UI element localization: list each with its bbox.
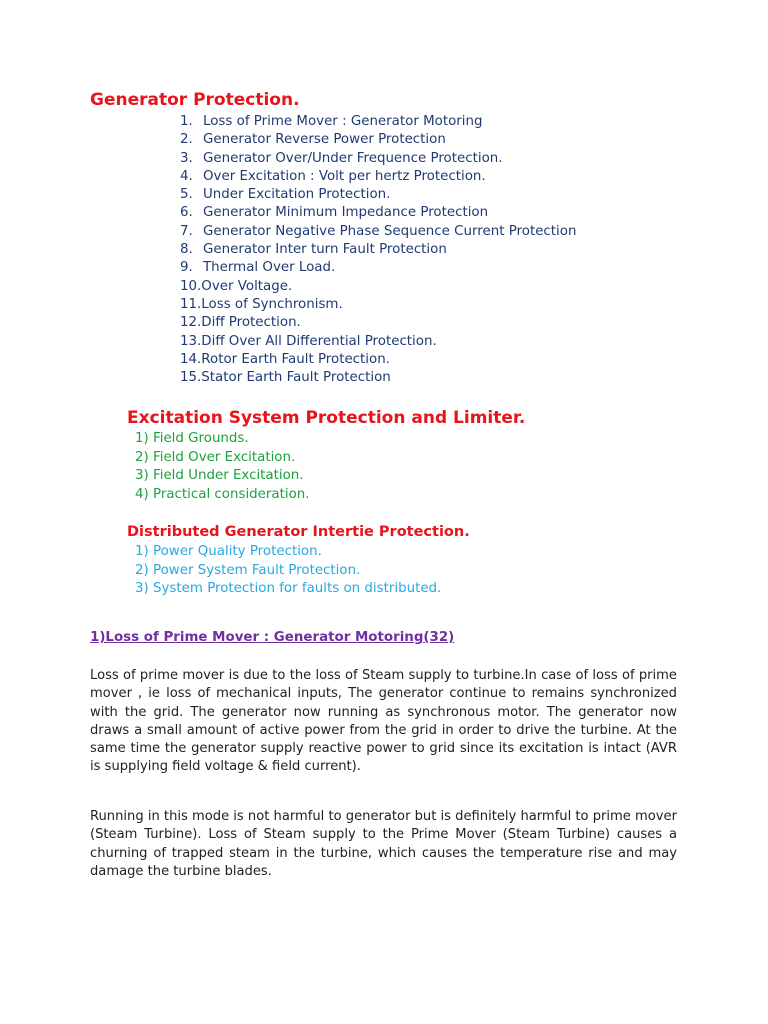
list-item: 4) Practical consideration. [135,486,310,502]
list-item [180,204,576,222]
list-item-number: 13. [180,333,202,349]
list-item-text: Over Excitation : Volt per hertz Protection. [203,168,486,184]
list-item-number: 1. [180,114,193,129]
list-item: 1) Field Grounds. [135,431,249,446]
list-item [180,278,576,296]
list-item-text: Stator Earth Fault Protection [201,370,391,386]
list-item: 2) Power System Fault Protection. [135,562,361,578]
list-item [180,131,576,149]
body-paragraph: Loss of prime mover is due to the loss of Steam supply to turbine.In case of loss of prime mover , ie loss of mechanical inputs, The generator continue to remains synchronized with the grid. The generator now running as synchronous motor. The generator now draws a small amount of active power from the grid in order to drive the turbine. At the same time the generator supply reactive power to grid since its excitation is intact (AVR is supplying field voltage & field current). [90,668,677,775]
list-item-number: 3. [180,150,193,166]
list-item [180,351,576,369]
list-item: 3) System Protection for faults on distributed. [135,581,442,596]
list-item-number: 6. [180,205,193,221]
generator-protection-list [180,113,576,387]
distributed-protection-heading: Distributed Generator Intertie Protection. [127,524,470,540]
list-item [180,314,576,332]
list-item-text: Loss of Synchronism. [201,296,343,312]
list-item-number: 12. [180,315,202,331]
list-item [180,369,576,387]
list-item [180,223,576,241]
list-item-text: Loss of Prime Mover : Generator Motoring [203,114,483,129]
list-item-number: 10. [180,278,202,294]
list-item-text: Generator Reverse Power Protection [203,132,446,148]
list-item-number: 2. [180,132,193,148]
list-item [180,168,576,186]
list-item: 2) Field Over Excitation. [135,449,296,465]
list-item [180,333,576,351]
list-item [180,259,576,277]
generator-protection-heading: Generator Protection. [90,90,300,110]
list-item-text: Thermal Over Load. [203,260,336,276]
section-title: 1)Loss of Prime Mover : Generator Motoring(32) [90,630,455,645]
list-item: 1) Power Quality Protection. [135,544,322,559]
list-item-text: Under Excitation Protection. [203,187,391,203]
list-item-number: 14. [180,351,202,367]
list-item-number: 8. [180,242,193,258]
excitation-protection-heading: Excitation System Protection and Limiter. [127,408,526,428]
list-item: 3) Field Under Excitation. [135,468,304,483]
list-item [180,296,576,314]
list-item-number: 11. [180,296,202,312]
distributed-protection-list [135,543,441,599]
list-item-text: Diff Protection. [201,315,301,331]
list-item-text: Generator Negative Phase Sequence Current Protection [203,223,577,239]
list-item-text: Generator Minimum Impedance Protection [203,205,489,221]
list-item [180,150,576,168]
list-item [180,113,576,131]
excitation-protection-list [135,430,310,504]
list-item [180,241,576,259]
body-paragraph: Running in this mode is not harmful to generator but is definitely harmful to prime mover (Steam Turbine). Loss of Steam supply to the Prime Mover (Steam Turbine) causes a churning of trapped steam in the turbine, which causes the temperature rise and may damage the turbine blades. [90,809,677,879]
list-item-number: 5. [180,187,193,203]
list-item-number: 15. [180,370,202,386]
list-item-text: Generator Inter turn Fault Protection [203,242,447,258]
list-item-number: 4. [180,168,193,184]
list-item-text: Generator Over/Under Frequence Protection. [203,150,503,166]
list-item-text: Diff Over All Differential Protection. [201,333,437,349]
list-item-text: Rotor Earth Fault Protection. [201,351,390,367]
list-item-text: Over Voltage. [201,278,293,294]
list-item-number: 7. [180,223,193,239]
list-item [180,186,576,204]
list-item-number: 9. [180,260,193,276]
